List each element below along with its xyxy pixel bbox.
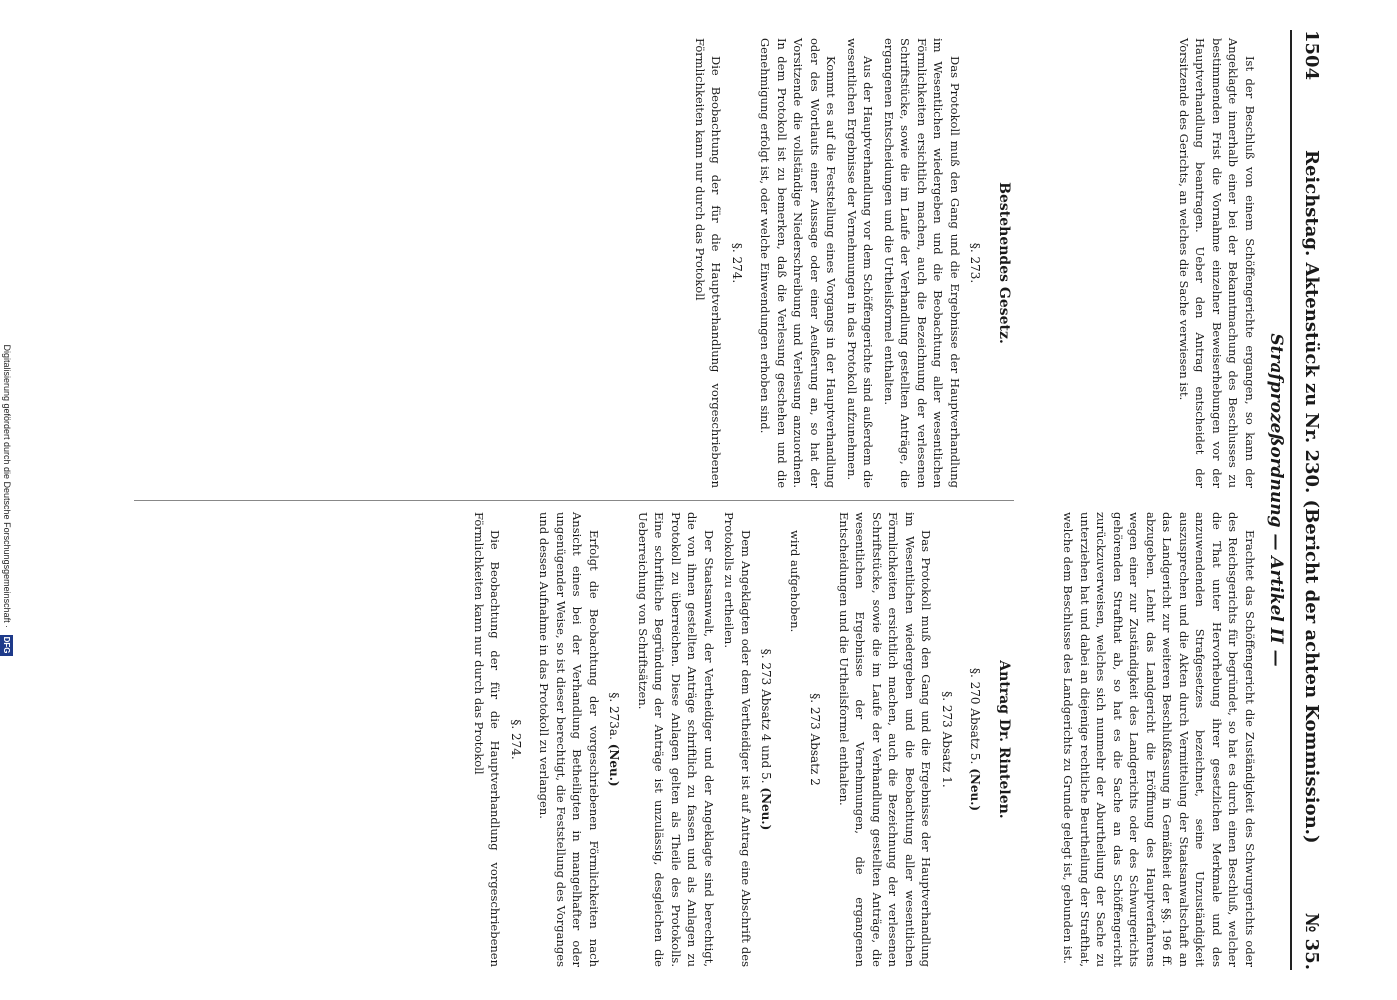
section-heading-text: §. 270 Absatz 5. [968, 667, 982, 765]
section-heading [606, 512, 623, 967]
section-heading-text: §. 274. [508, 719, 523, 760]
section-paragraph: Aus der Hauptverhandlung vor dem Schöffengerichte sind außerdem die wesentlichen Ergebnisse der Vernehmungen in das Protokoll aufzunehmen. [844, 38, 875, 488]
left-column-title: Bestehendes Gesetz. [995, 182, 1012, 344]
section-paragraph: Das Protokoll muß den Gang und die Ergebnisse der Hauptverhandlung im Wesentlichen wiedergeben und die Beobachtung aller wesentlichen Förmlichkeiten ersichtlich machen, auch die Bezeichnung der verlesenen Schriftstücke, sowie die im Laufe der Verhandlung gestellten Anträge, die wesentlichen Ergebnisse der Vernehmungen, die ergangenen Entscheidungen und die Urtheilsformel enthalten. [836, 512, 933, 967]
left-top-block [1032, 38, 1258, 488]
section-tag: (Neu.) [968, 768, 982, 812]
page-number: 1504 [1300, 30, 1322, 81]
section-heading [967, 38, 984, 488]
section-heading [967, 512, 984, 967]
section-paragraph: wird aufgehoben. [787, 530, 802, 633]
section-heading [728, 38, 745, 488]
section-paragraph: Erfolgt die Beobachtung der vorgeschriebenen Förmlichkeiten nach Ansicht eines bei der Verhandlung Betheiligten in mangelhafter oder ungenügender Weise, so ist dieser berechtigt, die Feststellung des Vorganges und dessen Aufnahme in das Protokoll zu verlangen. [537, 512, 601, 967]
section-heading-text: §. 273 Absatz 2 [808, 693, 822, 786]
section-heading-text: §. 273 Absatz 4 und 5. [759, 648, 773, 784]
digitization-stamp-text [0, 0, 14, 1000]
section-heading-text: §. 273a. [607, 692, 621, 740]
section-heading [938, 512, 955, 967]
section-tag: (Neu.) [607, 743, 621, 787]
dfg-logo: DFG [0, 635, 13, 656]
stamp-text: Digitalisierung gefördert durch die Deutsche Forschungsgemeinschaft · [2, 344, 12, 629]
digitization-stamp [0, 0, 14, 1000]
right-column-title: Antrag Dr. Rintelen. [995, 660, 1012, 819]
right-column [124, 512, 1014, 967]
header-rule [1290, 30, 1292, 970]
section-paragraph: Kommt es auf die Feststellung eines Vorgangs in der Hauptverhandlung oder des Wortlauts einer Aussage oder einer Aeußerung an, so hat der Vorsitzende die vollständige Niederschreibung und Verlesung anzuordnen. In dem Protokoll ist zu bemerken, daß die Verlesung geschehen und die Genehmigung erfolgt ist, oder welche Einwendungen erhoben sind. [758, 38, 838, 488]
section-heading [807, 512, 824, 967]
page-header [1294, 30, 1326, 970]
right-top-block [1032, 512, 1258, 967]
section-paragraph: Der Staatsanwalt, der Vertheidiger und der Angeklagte sind berechtigt, die von ihnen gestellten Anträge schriftlich zu fassen und als Anlagen zu Protokoll zu überreichen. Diese Anlagen gelten als Theile des Protokolls. Eine schriftliche Begründung der Anträge ist unzulässig, desgleichen die Ueberreichung von Schriftsätzen. [635, 512, 716, 967]
section-heading-text: §. 273. [968, 242, 982, 284]
document-number: № 35. [1300, 912, 1322, 970]
header-title: Reichstag. Aktenstück zu Nr. 230. (Bericht der achten Kommission.) [1300, 150, 1322, 844]
section-paragraph: Die Beobachtung der für die Hauptverhandlung vorgeschriebenen Förmlichkeiten kann nur durch das Protokoll [692, 38, 723, 488]
document-page [54, 20, 1344, 980]
column-divider [134, 500, 1014, 501]
section-heading-text: §. 273 Absatz 1. [939, 691, 954, 788]
left-column [124, 38, 1014, 488]
section-heading [507, 512, 524, 967]
section-tag: (Neu.) [759, 787, 773, 831]
right-top-paragraph: Erachtet das Schöffengericht die Zuständigkeit des Schwurgerichts oder des Reichsgerichts für begründet, so hat es durch einen Beschluß, welcher die That unter Hervorhebung ihrer gesetzlichen Merkmale und des anzuwendenden Strafgesetzes bezeichnet, seine Unzuständigkeit auszusprechen und die Akten durch Vermittelung der Staatsanwaltschaft an das Landgericht zur weiteren Beschlußfassung in Gemäßheit der §§. 196 ff. abzugeben. Lehnt das Landgericht die Eröffnung des Hauptverfahrens wegen einer zur Zuständigkeit des Landgerichts oder des Schwurgerichts gehörenden Strafthat ab, so hat es die Sache an das Schöffengericht zurückzuverweisen, welches sich nunmehr der Aburtheilung der Sache zu unterziehen hat und dabei an diejenige rechtliche Beurtheilung der Strafthat, welche dem Beschlusse des Landgerichts zu Grunde gelegt ist, gebunden ist. [1061, 512, 1257, 967]
section-heading-text: §. 274. [729, 242, 744, 284]
section-heading [758, 512, 775, 967]
section-paragraph: Die Beobachtung der für die Hauptverhandlung vorgeschriebenen Förmlichkeiten kann nur durch das Protokoll [471, 512, 502, 967]
section-paragraph: Das Protokoll muß den Gang und die Ergebnisse der Hauptverhandlung im Wesentlichen wiedergeben und die Beobachtung aller wesentlichen Förmlichkeiten ersichtlich machen, auch die Bezeichnung der verlesenen Schriftstücke, sowie die im Laufe der Verhandlung gestellten Anträge, die ergangenen Entscheidungen und die Urtheilsformel enthalten. [881, 38, 962, 488]
left-top-paragraph: Ist der Beschluß von einem Schöffengerichte ergangen, so kann der Angeklagte innerhalb einer bei der Bekanntmachung des Beschlusses zu bestimmenden Frist die Vornahme einzelner Beweiserhebungen vor der Hauptverhandlung beantragen. Ueber den Antrag entscheidet der Vorsitzende des Gerichts, an welches die Sache verwiesen ist. [1176, 38, 1257, 488]
section-paragraph: Dem Angeklagten oder dem Vertheidiger ist auf Antrag eine Abschrift des Protokolls zu ertheilen. [722, 512, 753, 967]
section-title: Strafprozeßordnung — Artikel II — [1265, 333, 1286, 667]
